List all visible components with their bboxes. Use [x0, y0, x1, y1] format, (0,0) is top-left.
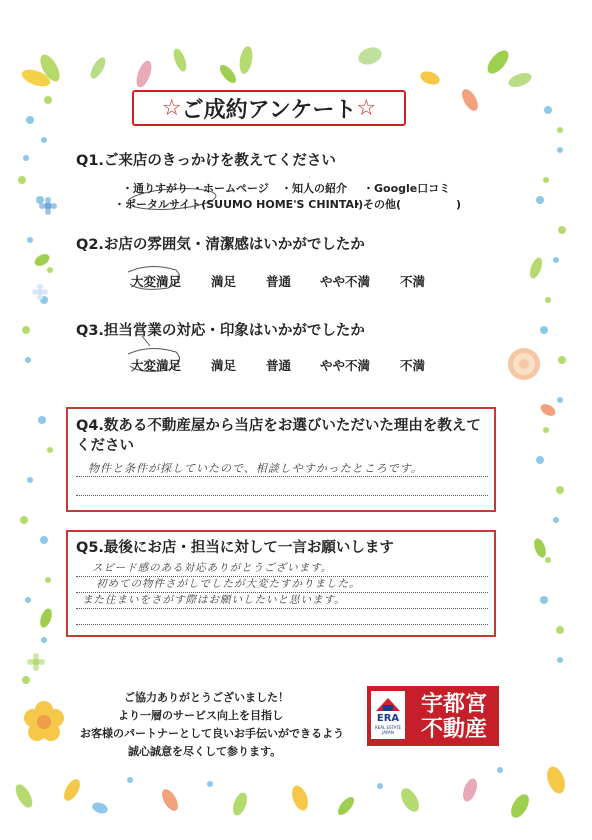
q5-title: Q5.最後にお店・担当に対して一言お願いします — [76, 540, 394, 556]
answer-line — [76, 476, 488, 477]
q2-rating-satisfied[interactable]: 満足 — [211, 274, 237, 289]
leaf-icon — [38, 607, 54, 629]
flower-icon — [24, 701, 64, 741]
q1-option[interactable]: ・知人の紹介 — [281, 182, 347, 195]
leaf-icon — [12, 782, 35, 811]
q5-handwritten-line: スピード感のある対応ありがとうございます。 — [92, 562, 333, 574]
thanks-line: より一層のサービス向上を目指し — [118, 709, 283, 722]
q2-rating-very-satisfied[interactable]: 大変満足 — [131, 274, 182, 289]
era-subtitle-line2: JAPAN — [382, 730, 394, 735]
q4-handwritten-answer: 物件と条件が探していたので、相談しやすかったところです。 — [88, 462, 423, 475]
era-mark-icon — [374, 695, 402, 713]
q1-option[interactable]: ・ホームページ — [192, 182, 269, 195]
dot-decoration — [18, 96, 53, 684]
q2-title: Q2.お店の雰囲気・清潔感はいかがでしたか — [76, 237, 365, 253]
leaf-icon — [460, 777, 479, 804]
thanks-line: お客様のパートナーとして良いお手伝いができるよう — [80, 727, 344, 740]
leaf-icon — [171, 47, 189, 73]
era-subtitle — [371, 725, 405, 735]
leaf-icon — [397, 785, 422, 815]
q2-rating-neutral[interactable]: 普通 — [266, 274, 292, 289]
leaf-icon — [528, 256, 545, 280]
leaf-icon — [238, 45, 255, 75]
q4-title-line2: ください — [76, 438, 134, 454]
era-subtitle-line1: REAL ESTATE — [374, 725, 402, 730]
leaf-icon — [544, 764, 569, 796]
q1-option[interactable]: ・Google口コミ — [363, 182, 451, 195]
leaf-icon — [230, 791, 249, 818]
thanks-line: ご協力ありがとうございました！ — [124, 691, 289, 704]
leaf-icon — [507, 791, 532, 821]
q3-title: Q3.担当営業の対応・印象はいかがでしたか — [76, 323, 365, 339]
dot-decoration — [23, 116, 48, 643]
company-name-line2: 不動産 — [420, 717, 487, 742]
leaf-icon — [217, 62, 239, 85]
q4-title-line1: Q4.数ある不動産屋から当店をお選びいただいた理由を教えて — [76, 418, 481, 434]
era-logo — [371, 691, 405, 739]
answer-line — [76, 608, 488, 609]
dot-decoration — [536, 106, 563, 663]
q1-option[interactable]: ・通りすがり — [122, 182, 188, 195]
flower-icon — [508, 348, 540, 380]
q3-rating-neutral[interactable]: 普通 — [266, 358, 292, 373]
star-icon: ☆ — [356, 95, 377, 121]
dot-decoration — [127, 767, 503, 789]
company-name-line1: 宇都宮 — [420, 692, 487, 717]
q2-rating-dissatisfied[interactable]: 不満 — [400, 274, 426, 289]
q3-rating-somewhat-dissatisfied[interactable]: やや不満 — [320, 358, 371, 373]
leaf-icon — [91, 801, 109, 816]
q1-title: Q1.ご来店のきっかけを教えてください — [76, 153, 336, 169]
leaf-icon — [159, 787, 181, 814]
leaf-icon — [134, 59, 155, 89]
q3-rating-very-satisfied[interactable]: 大変満足 — [131, 358, 182, 373]
leaf-icon — [61, 777, 83, 804]
q1-option-other[interactable]: ・その他( ) — [352, 198, 462, 211]
q5-handwritten-line: 初めての物件さがしでしたが大変たすかりました。 — [96, 578, 361, 590]
leaf-icon — [459, 87, 481, 114]
company-name — [410, 692, 498, 742]
star-icon: ☆ — [161, 95, 182, 121]
dot-decoration — [543, 127, 566, 634]
leaf-icon — [88, 55, 109, 81]
leaf-icon — [419, 69, 442, 87]
q1-option-portal[interactable]: ・ポータルサイト(SUUMO HOME'S CHINTAI) — [114, 198, 364, 211]
leaf-icon — [33, 252, 52, 269]
leaf-icon — [356, 44, 384, 67]
leaf-icon — [532, 537, 548, 559]
q3-rating-satisfied[interactable]: 満足 — [211, 358, 237, 373]
leaf-icon — [335, 794, 357, 817]
leaf-icon — [484, 47, 513, 77]
leaf-icon — [539, 402, 558, 419]
answer-line — [76, 624, 488, 625]
leaf-icon — [507, 70, 534, 89]
q2-rating-somewhat-dissatisfied[interactable]: やや不満 — [320, 274, 371, 289]
flower-icon — [27, 653, 45, 671]
era-wordmark: ERA — [376, 713, 400, 724]
thanks-line: 誠心誠意を尽くして参ります。 — [128, 745, 282, 758]
q5-handwritten-line: また住まいをさがす際はお願いしたいと思います。 — [82, 594, 346, 606]
q3-rating-dissatisfied[interactable]: 不満 — [400, 358, 426, 373]
survey-title: ご成約アンケート — [181, 97, 357, 123]
leaf-icon — [289, 783, 311, 812]
survey-title-box — [132, 90, 406, 126]
answer-line — [76, 495, 488, 496]
